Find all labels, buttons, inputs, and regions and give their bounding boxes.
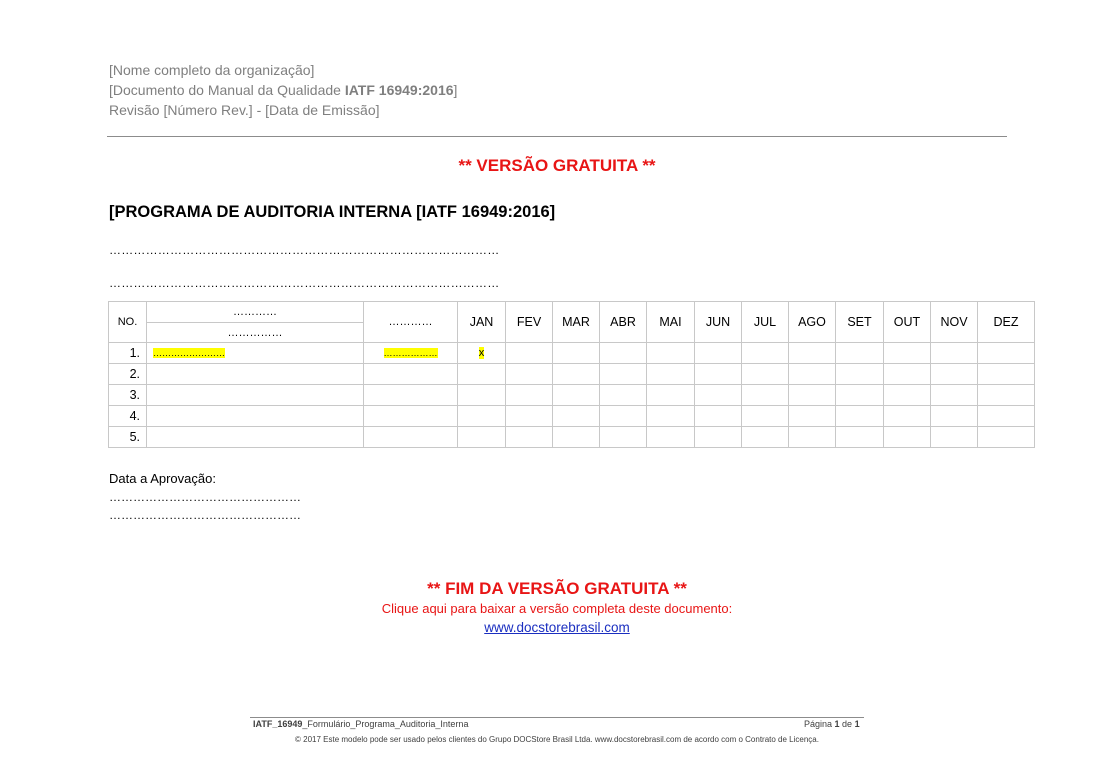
doc-prefix: [Documento do Manual da Qualidade xyxy=(109,82,345,98)
page-prefix: Página xyxy=(804,719,835,729)
doc-standard: IATF 16949:2016 xyxy=(344,82,454,98)
schedule-mark: x xyxy=(478,347,485,359)
header-col-a-bottom: …………… xyxy=(147,323,364,343)
header-month-mar: MAR xyxy=(553,302,600,343)
doc-reference xyxy=(109,80,457,100)
header-divider xyxy=(107,136,1007,137)
free-version-banner: ** VERSÃO GRATUITA ** xyxy=(458,156,656,175)
page-num: 1 xyxy=(834,719,840,729)
table-row xyxy=(109,385,1035,406)
approval-line-1: ………………………………………… xyxy=(109,490,301,504)
page-total: 1 xyxy=(854,719,860,729)
header-month-jan: JAN xyxy=(458,302,506,343)
page-of: de xyxy=(839,719,855,729)
row-field-b xyxy=(364,427,458,448)
dot-line-1: …………………………………………………………………………………… xyxy=(109,243,500,257)
header-col-b: ………… xyxy=(364,302,458,343)
table-row xyxy=(109,364,1035,385)
row-number: 3. xyxy=(109,385,147,406)
footer-divider xyxy=(250,717,864,718)
row-field-b xyxy=(364,364,458,385)
page-title: [PROGRAMA DE AUDITORIA INTERNA [IATF 16949:2016] xyxy=(109,203,556,221)
row-field-a xyxy=(147,427,364,448)
footer-filename xyxy=(253,719,468,729)
end-free-version-title: ** FIM DA VERSÃO GRATUITA ** xyxy=(427,579,687,598)
row-number: 4. xyxy=(109,406,147,427)
approval-block xyxy=(109,470,301,524)
revision-line: Revisão [Número Rev.] - [Data de Emissão] xyxy=(109,102,380,118)
header-month-mai: MAI xyxy=(647,302,695,343)
row-field-a xyxy=(147,364,364,385)
header-month-fev: FEV xyxy=(506,302,553,343)
approval-label: Data a Aprovação: xyxy=(109,471,216,486)
header-month-dez: DEZ xyxy=(978,302,1035,343)
row-field-a xyxy=(147,385,364,406)
row-field-a xyxy=(147,406,364,427)
row-number: 5. xyxy=(109,427,147,448)
table-row xyxy=(109,406,1035,427)
approval-line-2: ………………………………………… xyxy=(109,508,301,522)
table-row xyxy=(109,427,1035,448)
dot-line-2: …………………………………………………………………………………… xyxy=(109,276,500,290)
row-number: 2. xyxy=(109,364,147,385)
row-number: 1. xyxy=(109,343,147,364)
table-header-row xyxy=(109,302,1035,323)
header-month-set: SET xyxy=(836,302,884,343)
docstore-link[interactable]: www.docstorebrasil.com xyxy=(484,620,630,635)
footer-copyright: © 2017 Este modelo pode ser usado pelos clientes do Grupo DOCStore Brasil Ltda. www.docstorebrasil.com de acordo com o Contrato de Licença. xyxy=(295,735,819,744)
header-month-abr: ABR xyxy=(600,302,647,343)
footer-page-number xyxy=(804,719,860,729)
footer-filename-bold: IATF_16949 xyxy=(253,719,303,729)
header-month-out: OUT xyxy=(884,302,931,343)
row-field-b xyxy=(364,385,458,406)
download-prompt[interactable]: Clique aqui para baixar a versão completa deste documento: xyxy=(381,601,733,616)
table-row xyxy=(109,343,1035,364)
audit-program-table xyxy=(108,301,1035,448)
row-field-b: ……………… xyxy=(383,348,438,358)
header-month-ago: AGO xyxy=(789,302,836,343)
org-name: [Nome completo da organização] xyxy=(109,62,315,78)
header-month-jul: JUL xyxy=(742,302,789,343)
header-month-jun: JUN xyxy=(695,302,742,343)
doc-suffix: ] xyxy=(453,82,458,98)
document-header xyxy=(109,60,457,120)
header-month-nov: NOV xyxy=(931,302,978,343)
row-field-b xyxy=(364,406,458,427)
footer-filename-rest: _Formulário_Programa_Auditoria_Interna xyxy=(302,719,469,729)
end-free-version-block xyxy=(0,578,1114,638)
header-col-a-top: ………… xyxy=(147,302,364,323)
header-no: NO. xyxy=(109,302,147,343)
row-field-a: …………………… xyxy=(153,348,225,358)
